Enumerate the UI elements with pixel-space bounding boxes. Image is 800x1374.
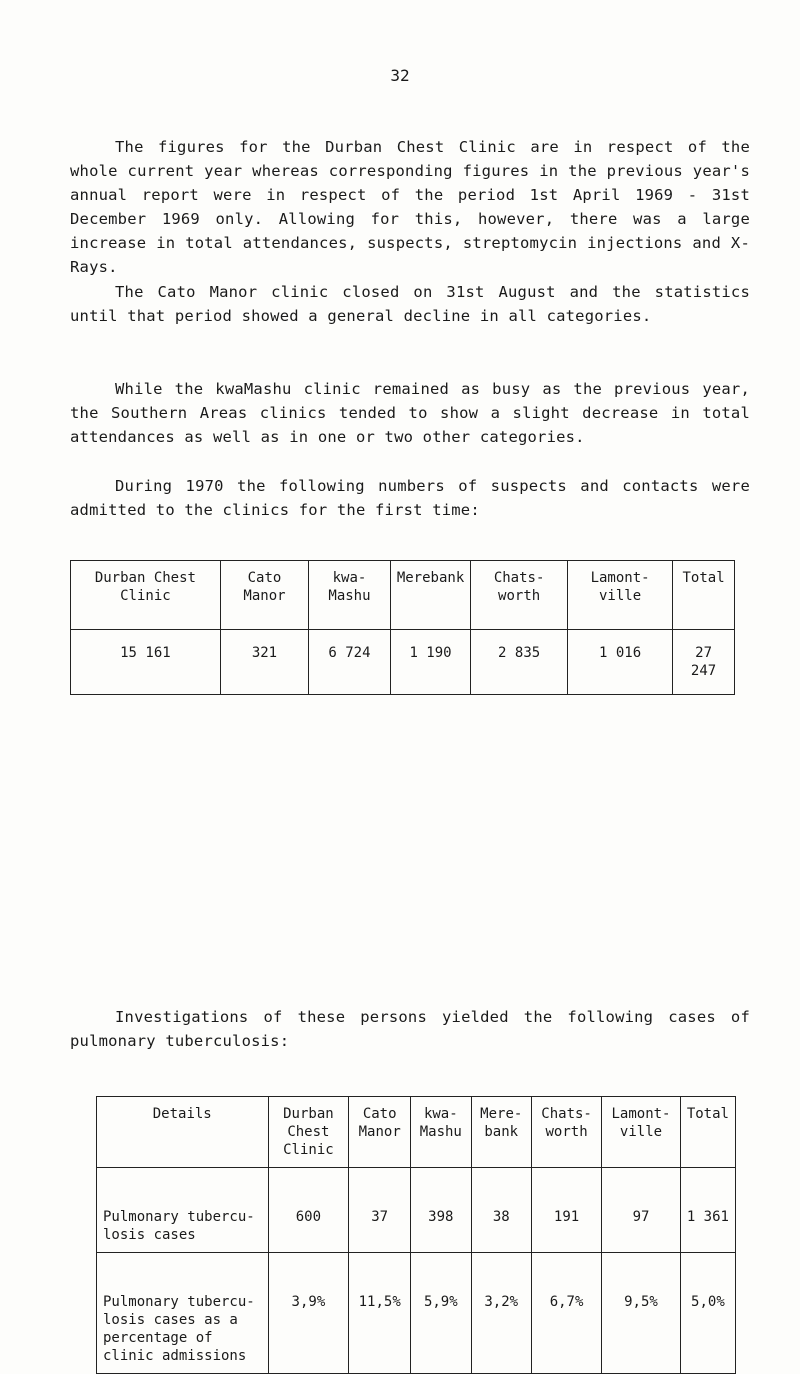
value-cell: 15 161 [71,630,221,695]
value-cell: 3,9% [268,1253,349,1374]
value-cell: 1 016 [567,630,672,695]
value-cell: 37 [349,1168,411,1253]
value-cell: 6,7% [531,1253,601,1374]
paragraph-5-text: Investigations of these persons yielded the following cases of pulmonary tuberculosis: [70,1008,750,1050]
paragraph-3-text: While the kwaMashu clinic remained as busy as the previous year, the Southern Areas clinics tended to show a slight decrease in total attendances as well as in one or two other categories. [70,380,750,446]
paragraph-5 [70,1005,750,1053]
header-cell: Lamont-ville [602,1097,681,1168]
admissions-table-values-row [71,630,735,695]
header-cell: Durban Chest Clinic [268,1097,349,1168]
tuberculosis-cases-table [96,1096,736,1374]
header-cell: Merebank [390,561,470,630]
value-cell: 6 724 [309,630,391,695]
paragraph-3 [70,377,750,449]
value-cell: 1 190 [390,630,470,695]
row-label: Pulmonary tubercu-losis cases as a percentage of clinic admissions [97,1253,269,1374]
value-cell: 5,0% [680,1253,735,1374]
row-label: Pulmonary tubercu-losis cases [97,1168,269,1253]
header-cell: Cato Manor [349,1097,411,1168]
value-cell: 11,5% [349,1253,411,1374]
value-cell: 97 [602,1168,681,1253]
value-cell: 2 835 [471,630,568,695]
header-cell: Chats-worth [531,1097,601,1168]
value-cell: 27 247 [673,630,735,695]
header-cell: kwa-Mashu [411,1097,471,1168]
cases-table-header-row [97,1097,736,1168]
header-cell: Durban Chest Clinic [71,561,221,630]
header-cell: Total [673,561,735,630]
header-cell: Lamont-ville [567,561,672,630]
table-row [97,1253,736,1374]
value-cell: 321 [220,630,308,695]
header-cell: Mere-bank [471,1097,531,1168]
header-cell: Total [680,1097,735,1168]
value-cell: 398 [411,1168,471,1253]
value-cell: 38 [471,1168,531,1253]
header-cell: kwa-Mashu [309,561,391,630]
paragraph-4-text: During 1970 the following numbers of suspects and contacts were admitted to the clinics for the first time: [70,477,750,519]
paragraph-4 [70,474,750,522]
paragraph-2-text: The Cato Manor clinic closed on 31st August and the statistics until that period showed a general decline in all categories. [70,283,750,325]
paragraph-2 [70,280,750,328]
value-cell: 600 [268,1168,349,1253]
page-number: 32 [390,66,410,85]
value-cell: 5,9% [411,1253,471,1374]
value-cell: 191 [531,1168,601,1253]
value-cell: 3,2% [471,1253,531,1374]
value-cell: 9,5% [602,1253,681,1374]
admissions-table [70,560,735,695]
header-cell: Details [97,1097,269,1168]
header-cell: Chats-worth [471,561,568,630]
paragraph-1 [70,135,750,279]
paragraph-1-text: The figures for the Durban Chest Clinic are in respect of the whole current year whereas corresponding figures in the previous year's annual report were in respect of the period 1st April 1969 - 31st December 1969 only. Allowing for this, however, there was a large increase in total attendances, suspects, streptomycin injections and X-Rays. [70,138,750,276]
admissions-table-header-row [71,561,735,630]
table-row [97,1168,736,1253]
value-cell: 1 361 [680,1168,735,1253]
header-cell: Cato Manor [220,561,308,630]
